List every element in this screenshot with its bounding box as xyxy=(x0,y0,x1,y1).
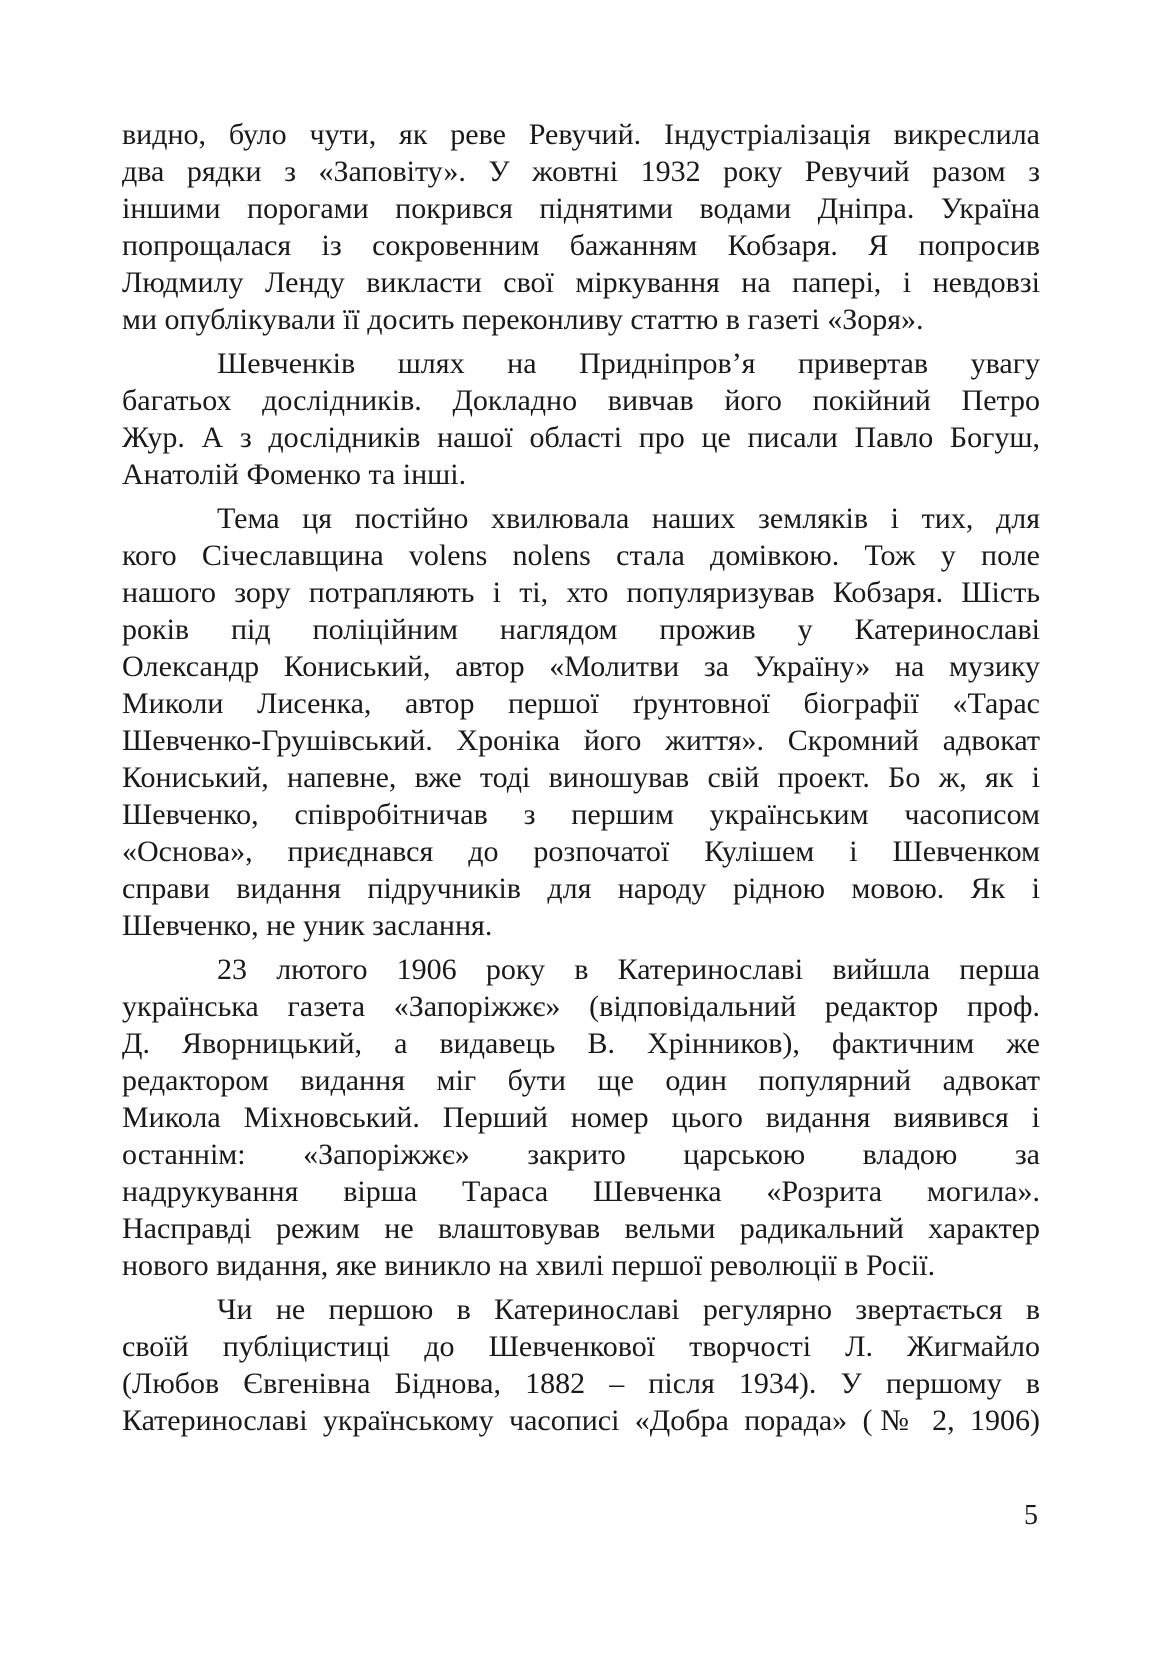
text-line: Миколи Лисенка, автор першої ґрунтовної біографії «Тарас xyxy=(122,687,1040,720)
text-line: останнім: «Запоріжжє» закрито царською владою за xyxy=(122,1138,1040,1171)
text-line: ми опублікували її досить переконливу статтю в газеті «Зоря». xyxy=(122,303,924,336)
text-line: Жур. А з дослідників нашої області про це писали Павло Богуш, xyxy=(122,421,1040,454)
text-line: видно, було чути, як реве Ревучий. Індустріалізація викреслила xyxy=(122,118,1040,151)
text-line: «Основа», приєднався до розпочатої Кулішем і Шевченком xyxy=(122,835,1040,868)
text-line: Насправді режим не влаштовував вельми радикальний характер xyxy=(122,1212,1040,1245)
text-line: справи видання підручників для народу рідною мовою. Як і xyxy=(122,872,1040,905)
text-line: 23 лютого 1906 року в Катеринославі вийшла перша xyxy=(217,953,1040,986)
paragraph xyxy=(122,1291,1040,1439)
text-line: нового видання, яке виникло на хвилі першої революції в Росії. xyxy=(122,1249,936,1282)
text-line: Шевченко, співробітничав з першим українським часописом xyxy=(122,798,1040,831)
text-line: надрукування вірша Тараса Шевченка «Розрита могила». xyxy=(122,1175,1040,1208)
text-line: (Любов Євгенівна Біднова, 1882 – після 1934). У першому в xyxy=(122,1367,1040,1400)
text-line: Анатолій Фоменко та інші. xyxy=(122,458,467,491)
text-line: нашого зору потрапляють і ті, хто популяризував Кобзаря. Шість xyxy=(122,576,1040,609)
text-line: Шевченко, не уник заслання. xyxy=(122,909,493,942)
document-page xyxy=(122,116,1040,1446)
text-line: кого Січеславщина volens nolens стала домівкою. Тож у поле xyxy=(122,539,1040,572)
text-line: попрощалася із сокровенним бажанням Кобзаря. Я попросив xyxy=(122,229,1040,262)
paragraph xyxy=(122,345,1040,493)
text-line: своїй публіцистиці до Шевченкової творчості Л. Жигмайло xyxy=(122,1330,1040,1363)
paragraph xyxy=(122,951,1040,1284)
page-number: 5 xyxy=(1024,1500,1038,1531)
text-line: Кониський, напевне, вже тоді виношував свій проект. Бо ж, як і xyxy=(122,761,1040,794)
text-line: українська газета «Запоріжжє» (відповідальний редактор проф. xyxy=(122,990,1040,1023)
text-line: Шевченко-Грушівський. Хроніка його життя». Скромний адвокат xyxy=(122,724,1040,757)
paragraph xyxy=(122,500,1040,944)
text-line: Людмилу Ленду викласти свої міркування на папері, і невдовзі xyxy=(122,266,1040,299)
text-line: багатьох дослідників. Докладно вивчав його покійний Петро xyxy=(122,384,1040,417)
paragraph xyxy=(122,116,1040,338)
text-line: два рядки з «Заповіту». У жовтні 1932 року Ревучий разом з xyxy=(122,155,1040,188)
text-line: років під поліційним наглядом прожив у Катеринославі xyxy=(122,613,1040,646)
text-line: Д. Яворницький, а видавець В. Хрінников), фактичним же xyxy=(122,1027,1040,1060)
text-line: Чи не першою в Катеринославі регулярно звертається в xyxy=(217,1293,1040,1326)
text-line: Тема ця постійно хвилювала наших земляків і тих, для xyxy=(217,502,1040,535)
text-line: Микола Міхновський. Перший номер цього видання виявився і xyxy=(122,1101,1040,1134)
text-line: Шевченків шлях на Придніпров’я привертав увагу xyxy=(217,347,1040,380)
text-line: іншими порогами покрився піднятими водами Дніпра. Україна xyxy=(122,192,1040,225)
text-line: Катеринославі українському часописі «Добра порада» (№ 2, 1906) xyxy=(122,1404,1040,1437)
text-line: редактором видання міг бути ще один популярний адвокат xyxy=(122,1064,1040,1097)
text-line: Олександр Кониський, автор «Молитви за Україну» на музику xyxy=(122,650,1040,683)
